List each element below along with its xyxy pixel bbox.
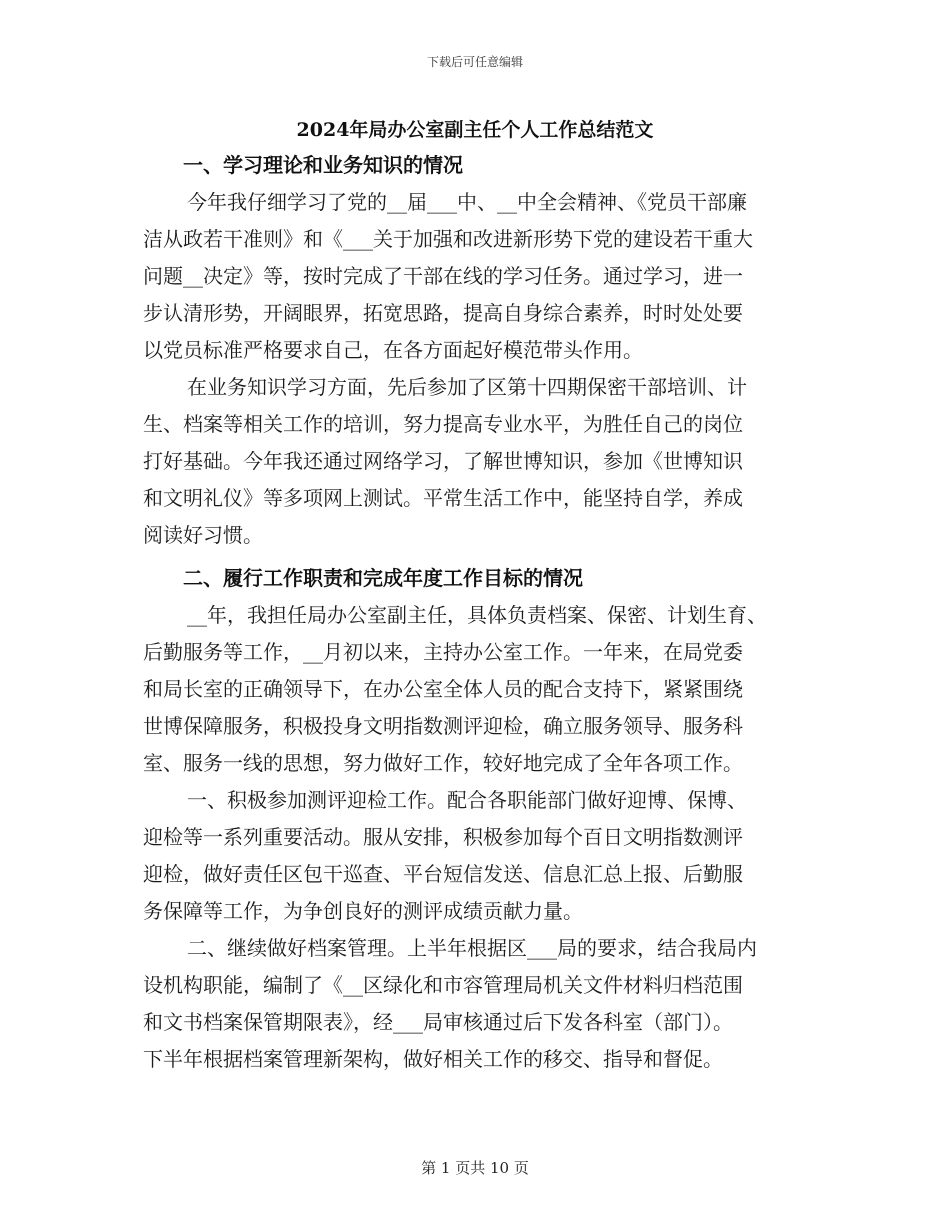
text-line: 迎检，做好责任区包干巡查、平台短信发送、信息汇总上报、后勤服 (143, 862, 743, 886)
text-line: 务保障等工作，为争创良好的测评成绩贡献力量。 (143, 899, 583, 923)
paragraph (143, 782, 808, 930)
text-line: __年，我担任局办公室副主任，具体负责档案、保密、计划生育、 (187, 603, 767, 627)
text-line: 打好基础。今年我还通过网络学习，了解世博知识，参加《世博知识 (143, 449, 743, 473)
document-title: 2024年局办公室副主任个人工作总结范文 (296, 119, 654, 141)
text-line: 在业务知识学习方面，先后参加了区第十四期保密干部培训、计 (187, 375, 747, 399)
text-line: 阅读好习惯。 (143, 523, 263, 547)
text-line: 以党员标准严格要求自己，在各方面起好模范带头作用。 (143, 338, 643, 362)
text-line: 世博保障服务，积极投身文明指数测评迎检，确立服务领导、服务科 (143, 714, 743, 738)
page-number-footer: 第 1 页共 10 页 (421, 1159, 529, 1177)
paragraph (143, 597, 808, 782)
text-line: 二、继续做好档案管理。上半年根据区___局的要求，结合我局内 (187, 936, 757, 960)
text-line: 问题__决定》等，按时完成了干部在线的学习任务。通过学习，进一 (143, 264, 743, 288)
text-line: 生、档案等相关工作的培训，努力提高专业水平，为胜任自己的岗位 (143, 412, 743, 436)
paragraph (143, 369, 808, 554)
text-line: 和文明礼仪》等多项网上测试。平常生活工作中，能坚持自学，养成 (143, 486, 743, 510)
text-line: 下半年根据档案管理新架构，做好相关工作的移交、指导和督促。 (143, 1047, 723, 1071)
text-line: 和文书档案保管期限表》，经___局审核通过后下发各科室（部门）。 (143, 1010, 733, 1034)
paragraph (143, 184, 808, 369)
text-line: 今年我仔细学习了党的__届___中、__中全会精神、《党员干部廉 (187, 190, 747, 214)
header-note: 下载后可任意编辑 (426, 55, 523, 69)
text-line: 步认清形势，开阔眼界，拓宽思路，提高自身综合素养，时时处处要 (143, 301, 743, 325)
text-line: 和局长室的正确领导下，在办公室全体人员的配合支持下，紧紧围绕 (143, 677, 743, 701)
text-line: 迎检等一系列重要活动。服从安排，积极参加每个百日文明指数测评 (143, 825, 743, 849)
document-body (143, 147, 808, 1078)
section-heading-1: 一、学习理论和业务知识的情况 (183, 153, 463, 177)
text-line: 洁从政若干准则》和《___关于加强和改进新形势下党的建设若干重大 (143, 227, 753, 251)
section-heading-2: 二、履行工作职责和完成年度工作目标的情况 (183, 566, 583, 590)
text-line: 后勤服务等工作，__月初以来，主持办公室工作。一年来，在局党委 (143, 640, 743, 664)
text-line: 室、服务一线的思想，努力做好工作，较好地完成了全年各项工作。 (143, 751, 743, 775)
text-line: 设机构职能，编制了《__区绿化和市容管理局机关文件材料归档范围 (143, 973, 743, 997)
paragraph (143, 930, 808, 1078)
text-line: 一、积极参加测评迎检工作。配合各职能部门做好迎博、保博、 (187, 788, 747, 812)
